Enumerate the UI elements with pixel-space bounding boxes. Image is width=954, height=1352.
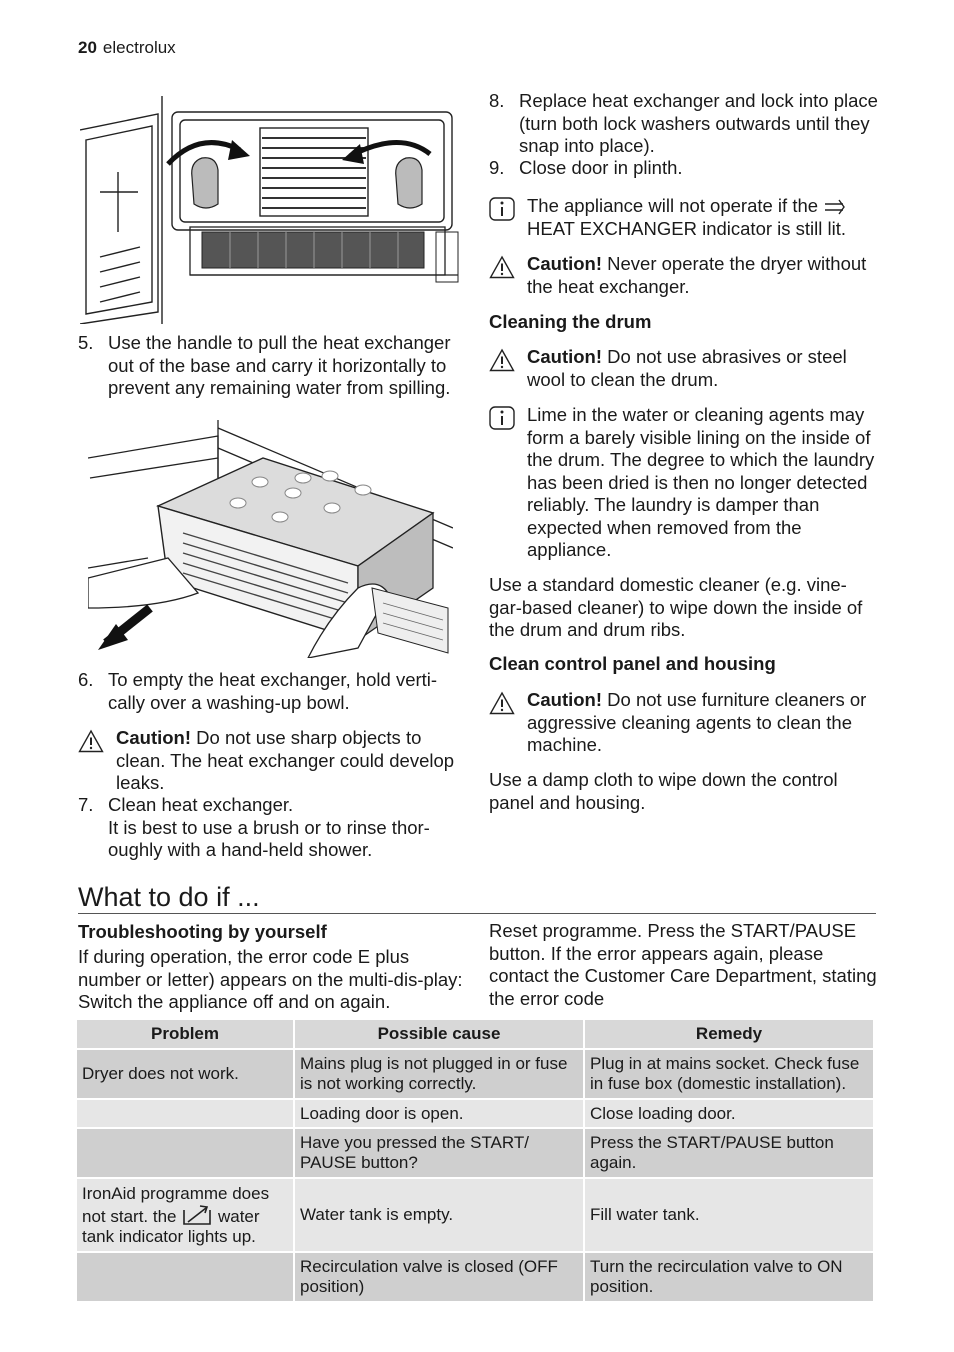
step-text: Use the handle to pull the heat exchanger out of the base and carry it horizontally to prevent any remaining water from spilling. bbox=[108, 332, 451, 398]
caution-label: Caution! bbox=[116, 727, 192, 748]
remedy-cell: Turn the recirculation valve to ON position. bbox=[585, 1253, 873, 1301]
problem-text: IronAid programme does not start. the bbox=[82, 1183, 270, 1226]
warning-triangle-icon bbox=[489, 689, 527, 757]
caution-note bbox=[489, 689, 879, 757]
info-note bbox=[489, 404, 881, 562]
troubleshooting-intro: If during operation, the error code E plus number or letter) appears on the multi-dis-play: Switch the appliance off and on again. bbox=[78, 946, 463, 1012]
problem-text-continued: water tank indicator lights up. bbox=[82, 1206, 260, 1246]
remedy-cell: Press the START/PAUSE button again. bbox=[585, 1129, 873, 1177]
step-number: 9. bbox=[489, 157, 505, 178]
column-header-cause: Possible cause bbox=[295, 1020, 583, 1048]
remedy-cell: Fill water tank. bbox=[585, 1179, 873, 1251]
step-6 bbox=[78, 669, 470, 714]
drum-heading: Cleaning the drum bbox=[489, 311, 652, 332]
drum-paragraph: Use a standard domestic cleaner (e.g. vine-gar-based cleaner) to wipe down the inside of the drum and drum ribs. bbox=[489, 574, 863, 640]
panel-heading: Clean control panel and housing bbox=[489, 653, 776, 674]
caution-label: Caution! bbox=[527, 689, 603, 710]
panel-paragraph: Use a damp cloth to wipe down the control panel and housing. bbox=[489, 769, 838, 813]
problem-cell bbox=[77, 1253, 293, 1301]
section-divider bbox=[78, 913, 876, 914]
table-row bbox=[77, 1253, 873, 1301]
step-number: 8. bbox=[489, 90, 505, 111]
problem-cell bbox=[77, 1100, 293, 1127]
info-note bbox=[489, 195, 879, 240]
warning-triangle-icon bbox=[78, 727, 116, 795]
info-text: The appliance will not operate if the bbox=[527, 195, 819, 216]
section-title: What to do if ... bbox=[78, 882, 260, 912]
water-tank-icon bbox=[181, 1204, 213, 1226]
problem-cell bbox=[77, 1129, 293, 1177]
caution-note bbox=[489, 346, 879, 391]
table-row bbox=[77, 1129, 873, 1177]
table-row bbox=[77, 1100, 873, 1127]
info-icon bbox=[489, 404, 527, 562]
heat-exchanger-indicator-icon bbox=[823, 199, 847, 215]
warning-triangle-icon bbox=[489, 253, 527, 298]
info-text-continued: HEAT EXCHANGER indicator is still lit. bbox=[527, 217, 847, 239]
step-subtext: It is best to use a brush or to rinse thor-oughly with a hand-held shower. bbox=[108, 816, 430, 860]
page-header bbox=[78, 38, 176, 58]
caution-note bbox=[489, 253, 879, 298]
warning-triangle-icon bbox=[489, 346, 527, 391]
caution-text: Never operate the dryer without the heat exchanger. bbox=[527, 253, 867, 297]
remedy-cell: Close loading door. bbox=[585, 1100, 873, 1127]
step-9 bbox=[489, 157, 879, 180]
troubleshooting-heading: Troubleshooting by yourself bbox=[78, 921, 327, 942]
table-row bbox=[77, 1050, 873, 1098]
info-text: Lime in the water or cleaning agents may form a barely visible lining on the inside of the drum. The degree to which the laundry has been dried is then no longer detected reliably. The laundry is damper than expected when removed from the appliance. bbox=[527, 404, 875, 560]
cause-cell: Loading door is open. bbox=[295, 1100, 583, 1127]
table-header-row bbox=[77, 1020, 873, 1048]
cause-cell: Have you pressed the START/ PAUSE button? bbox=[295, 1129, 583, 1177]
step-7 bbox=[78, 794, 470, 862]
cause-cell: Water tank is empty. bbox=[295, 1179, 583, 1251]
caution-text: Do not use abrasives or steel wool to clean the drum. bbox=[527, 346, 847, 390]
page-number: 20 bbox=[78, 38, 97, 57]
problem-cell bbox=[77, 1179, 293, 1251]
caution-text: Do not use furniture cleaners or aggressive cleaning agents to clean the machine. bbox=[527, 689, 867, 755]
heat-exchanger-removal-illustration bbox=[88, 418, 453, 658]
caution-label: Caution! bbox=[527, 346, 603, 367]
cause-cell: Mains plug is not plugged in or fuse is not working correctly. bbox=[295, 1050, 583, 1098]
step-8 bbox=[489, 90, 879, 158]
troubleshooting-table bbox=[75, 1018, 875, 1303]
step-text: Clean heat exchanger. bbox=[108, 794, 294, 815]
caution-text: Do not use sharp objects to clean. The heat exchanger could develop leaks. bbox=[116, 727, 455, 793]
problem-cell: Dryer does not work. bbox=[77, 1050, 293, 1098]
info-icon bbox=[489, 195, 527, 240]
heat-exchanger-lock-illustration bbox=[80, 92, 465, 324]
column-header-remedy: Remedy bbox=[585, 1020, 873, 1048]
step-5 bbox=[78, 332, 470, 400]
caution-label: Caution! bbox=[527, 253, 603, 274]
step-text: Close door in plinth. bbox=[519, 157, 683, 178]
step-text: Replace heat exchanger and lock into place (turn both lock washers outwards until they snap into place). bbox=[519, 90, 878, 156]
caution-note bbox=[78, 727, 470, 795]
cause-cell: Recirculation valve is closed (OFF position) bbox=[295, 1253, 583, 1301]
brand-name: electrolux bbox=[102, 38, 176, 57]
step-text: To empty the heat exchanger, hold verti-cally over a washing-up bowl. bbox=[108, 669, 438, 713]
step-number: 7. bbox=[78, 794, 94, 815]
column-header-problem: Problem bbox=[77, 1020, 293, 1048]
troubleshooting-reset-text: Reset programme. Press the START/PAUSE button. If the error appears again, please contact the Customer Care Department, stating the error code bbox=[489, 920, 877, 1009]
step-number: 6. bbox=[78, 669, 94, 690]
table-row bbox=[77, 1179, 873, 1251]
remedy-cell: Plug in at mains socket. Check fuse in fuse box (domestic installation). bbox=[585, 1050, 873, 1098]
step-number: 5. bbox=[78, 332, 94, 353]
